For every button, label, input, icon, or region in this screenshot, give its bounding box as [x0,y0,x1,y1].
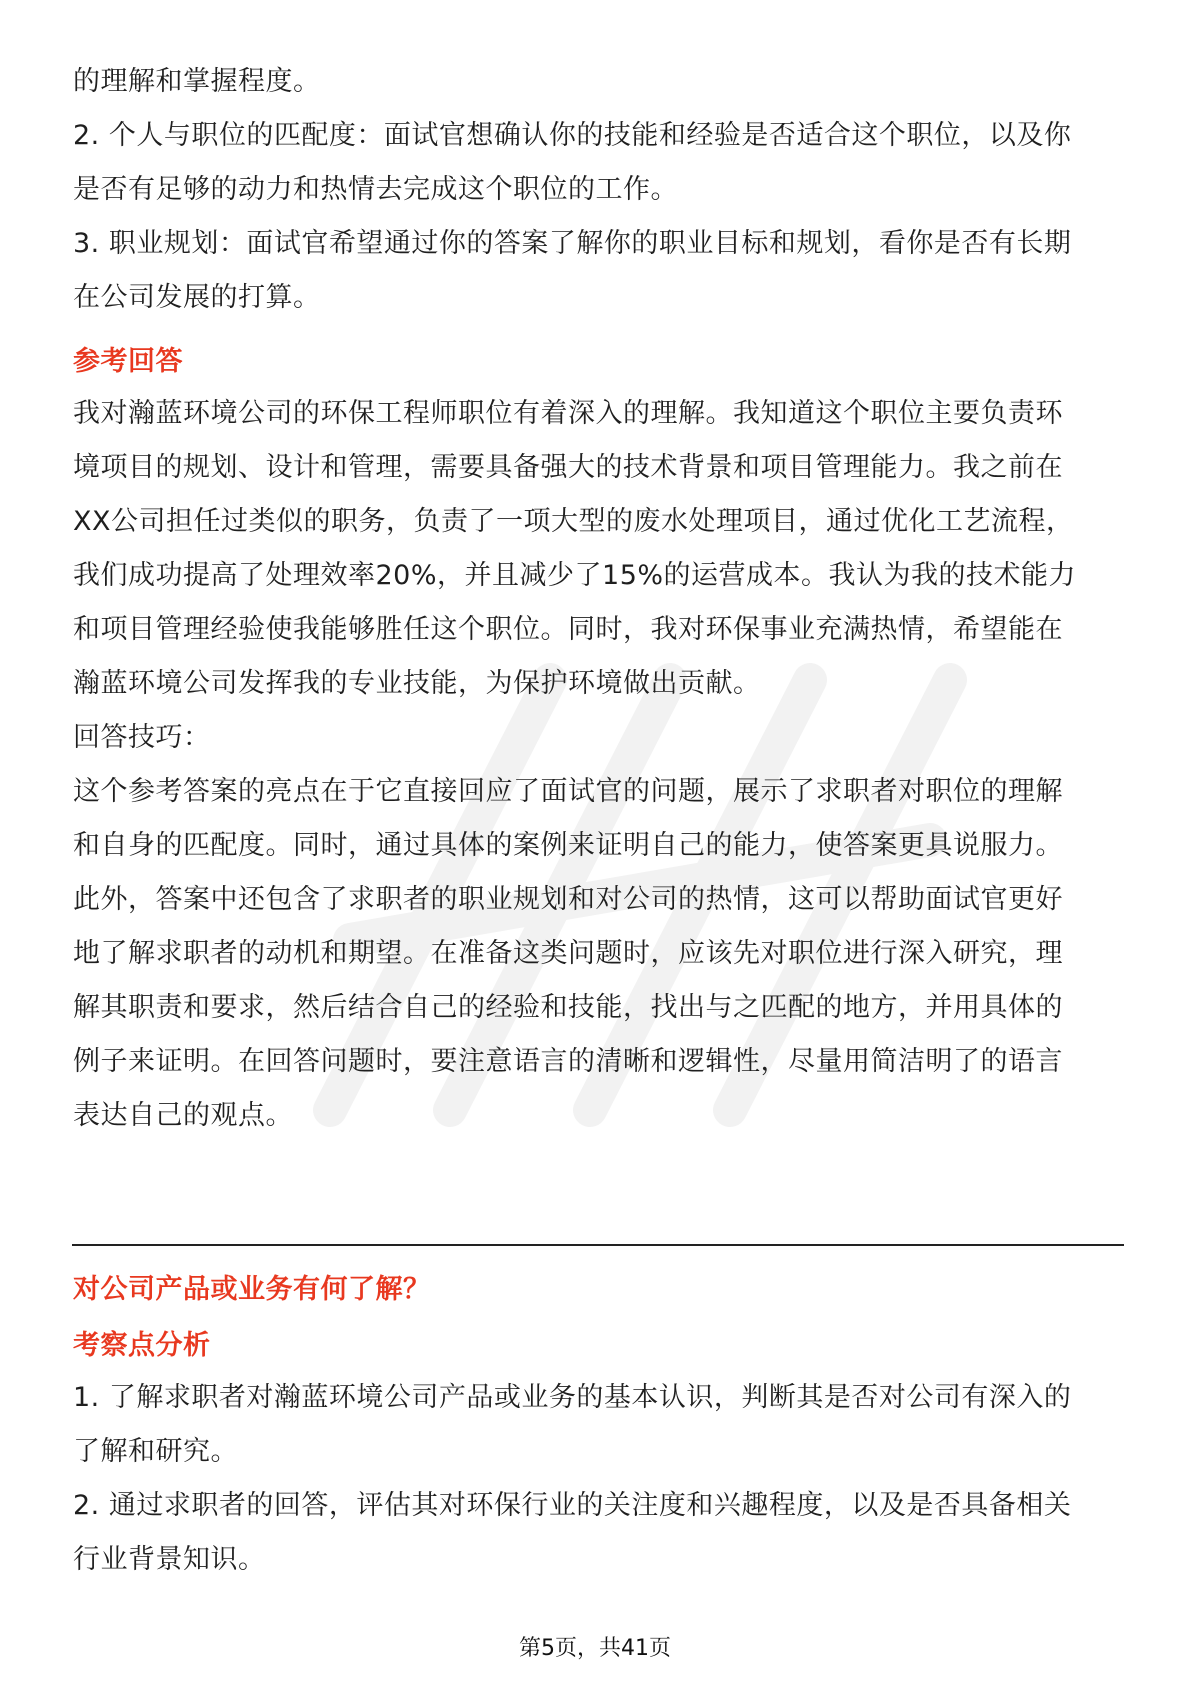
body-line: 地了解求职者的动机和期望。在准备这类问题时，应该先对职位进行深入研究，理 [73,938,1063,969]
tips-heading: 回答技巧： [73,722,211,753]
body-line: 这个参考答案的亮点在于它直接回应了面试官的问题，展示了求职者对职位的理解 [73,776,1063,807]
body-line: 1. 了解求职者对瀚蓝环境公司产品或业务的基本认识，判断其是否对公司有深入的 [73,1382,1072,1413]
body-line: 在公司发展的打算。 [73,282,321,313]
body-line: 表达自己的观点。 [73,1100,293,1131]
body-line: 行业背景知识。 [73,1544,266,1575]
body-line: 解其职责和要求，然后结合自己的经验和技能，找出与之匹配的地方，并用具体的 [73,992,1063,1023]
body-line: 了解和研究。 [73,1436,238,1467]
body-line: 2. 通过求职者的回答，评估其对环保行业的关注度和兴趣程度，以及是否具备相关 [73,1490,1072,1521]
analysis-heading: 考察点分析 [73,1330,211,1361]
body-line: 此外，答案中还包含了求职者的职业规划和对公司的热情，这可以帮助面试官更好 [73,884,1063,915]
body-line: 和自身的匹配度。同时，通过具体的案例来证明自己的能力，使答案更具说服力。 [73,830,1063,861]
body-line: 瀚蓝环境公司发挥我的专业技能，为保护环境做出贡献。 [73,668,761,699]
body-line: 例子来证明。在回答问题时，要注意语言的清晰和逻辑性，尽量用简洁明了的语言 [73,1046,1063,1077]
answer-heading: 参考回答 [73,346,183,377]
body-line: 和项目管理经验使我能够胜任这个职位。同时，我对环保事业充满热情，希望能在 [73,614,1063,645]
body-line: 我们成功提高了处理效率20%，并且减少了15%的运营成本。我认为我的技术能力 [73,560,1077,591]
body-line: 3. 职业规划：面试官希望通过你的答案了解你的职业目标和规划，看你是否有长期 [73,228,1072,259]
page-number: 第5页，共41页 [519,1636,671,1661]
body-line: XX公司担任过类似的职务，负责了一项大型的废水处理项目，通过优化工艺流程， [73,506,1074,537]
body-line: 的理解和掌握程度。 [73,66,321,97]
section-divider [72,1244,1124,1246]
body-line: 我对瀚蓝环境公司的环保工程师职位有着深入的理解。我知道这个职位主要负责环 [73,398,1063,429]
body-line: 是否有足够的动力和热情去完成这个职位的工作。 [73,174,678,205]
body-line: 2. 个人与职位的匹配度：面试官想确认你的技能和经验是否适合这个职位，以及你 [73,120,1072,151]
body-line: 境项目的规划、设计和管理，需要具备强大的技术背景和项目管理能力。我之前在 [73,452,1063,483]
question-title: 对公司产品或业务有何了解？ [73,1274,431,1305]
